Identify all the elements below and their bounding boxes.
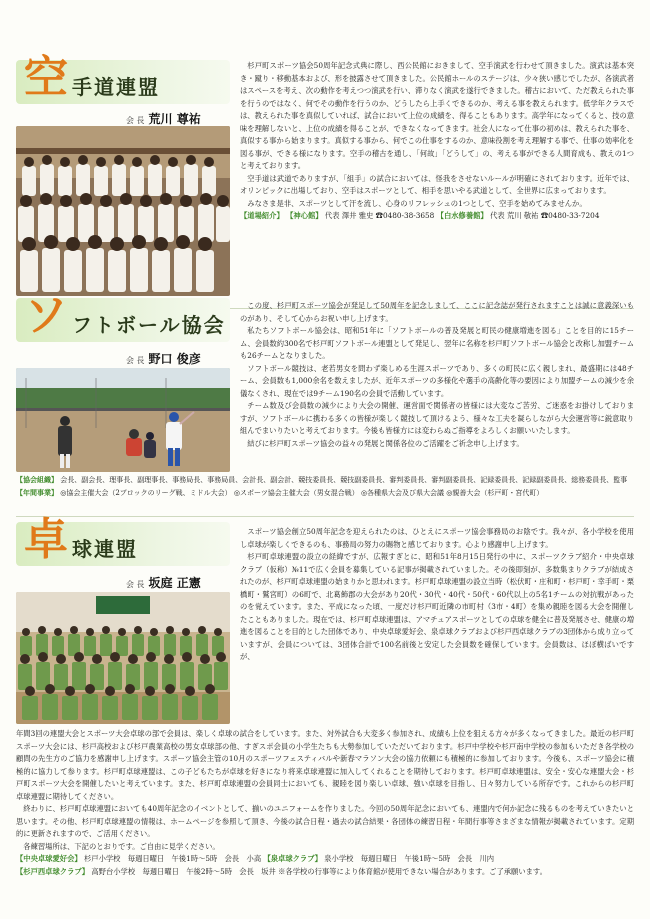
tabletennis-body-full bbox=[16, 728, 634, 908]
club3-name: 【杉戸西卓球クラブ】 bbox=[16, 866, 90, 876]
karate-paragraph: 杉戸町スポーツ協会50周年記念式典に際し、西公民館におきまして、空手演武を行わせて頂きました。演武は基本突き・蹴り・移動基本および、形を披露させて頂きました。公民館ホールのステージは、少々狭い感じでしたが、各演武者はスペースを考え、次の動作を考えつつ演武を行い、滞りなく演武を遂行できました。稽古において、ただ教えられた事を行うのではなく、何でその動作を行うのか、どうしたら上手くできるのか、考える事を教えられます。低学年クラスでは、教えられた事を真似していれば、試合において上位の成績を、得ることもあります。高学年になってくると、技の意味を理解しないと、上位の成績を得ることが、できなくなってきます。社会人になって仕事の初めは、教えられた事を、真似する事から始まります。真似する事から、何でこの仕事をするのか、意味役割を考え理解する事で、仕事の効率化を図る事が、できる様になります。空手の稽古を通し、「何故」「どうして」の、考える事ができる人間育成も、教えの1つと考えております。 bbox=[240, 61, 634, 170]
club2-name: 【泉卓球クラブ】 bbox=[263, 854, 322, 863]
tabletennis-paragraph: 各練習場所は、下記のとおりです。ご自由に見学ください。 bbox=[23, 841, 220, 851]
tabletennis-title-rest: 球連盟 bbox=[72, 537, 138, 561]
org-text: 会長、副会長、理事長、副理事長、事務局長、事務局員、会計長、副会計、競技委員長、競技副委員長、審判委員長、審判副委員長、記録委員長、記録副委員長、総務委員長、監事 bbox=[60, 476, 628, 484]
dojo1-tel: ☎0480-38-3658 bbox=[375, 211, 435, 220]
karate-title-band bbox=[16, 52, 230, 104]
tabletennis-paragraph: 年間3回の連盟大会とスポーツ大会卓球の部で会員は、楽しく卓球の試合をしています。また、対外試合も大変多く参加され、成績も上位を狙える方々が多くなってきました。最近の杉戸町スポーツ大会には、杉戸高校および杉戸農業高校の男女卓球部の他、すぎスポ会員の小学生たちも大勢参加していただいております。杉戸中学校や杉戸南中学校の参加もいただき各学校の顧問の先生方のご協力を感謝申し上げます。スポーツ協会主管の10月のスポーツフェスティバルや新春マラソン大会の協力依頼にも積極的に参加しております。今後も、スポーツ協会に積極的に協力して参ります。杉戸町卓球連盟は、この子どもたちが卓球を好きになり将来卓球連盟に加入してくれることを期待しております。杉戸町卓球連盟は、安全・安心な連盟大会・杉戸町スポーツ大会を開催したいと考えています。また、杉戸町卓球連盟の会員同士においても、親睦を図り楽しい卓球、強い卓球を目指し、日々努力している所存です。これからの杉戸町卓球連盟に期待してください。 bbox=[16, 729, 634, 801]
president-name: 野口 俊彦 bbox=[148, 352, 201, 366]
tabletennis-title-big: 卓 bbox=[24, 514, 68, 565]
dojo-label: 【道場紹介】 bbox=[240, 211, 284, 220]
softball-paragraph: ソフトボール競技は、老若男女を問わず楽しめる生涯スポーツであり、多くの町民に広く親しまれ、最盛期には48チーム、会員数も1,000余名を数えましたが、近年スポーツの多様化や選手の高齢化等の要因により加盟チームの減少を余儀なくされ、現在では9チーム190名の会員で活動しています。 bbox=[240, 363, 634, 398]
president-role: 会 長 bbox=[126, 356, 145, 365]
event-item: ◎スポーツ協会主催大会（男女混合戦） bbox=[233, 488, 359, 497]
karate-paragraph: 空手道は武道でありますが、「組手」の試合においては、怪我をさせないルールが明確にされております。近年では、オリンピックに出場しており、空手はスポーツとして、相手を思いやる武道として、全世界に広まっております。 bbox=[240, 173, 634, 195]
softball-president bbox=[126, 350, 201, 367]
karate-paragraph: みなさま是非、スポーツとして汗を流し、心身のリフレッシュの1つとして、空手を始めてみませんか。 bbox=[247, 198, 587, 208]
club3-info: 高野台小学校 毎週日曜日 午後2時～5時 会長 坂井 bbox=[91, 866, 276, 876]
karate-header bbox=[16, 52, 230, 126]
karate-president bbox=[126, 110, 201, 127]
events-line bbox=[16, 487, 634, 500]
tabletennis-paragraph: 終わりに、杉戸町卓球連盟においても40周年記念のイベントとして、揃いのユニフォームを作りました。今回の50周年記念においても、連盟内で何か記念に残るものを考えていきたいと思います。その他、杉戸町卓球連盟の情報は、ホームページを参照して頂き、今後の試合日程・過去の試合結果・各団体の練習日程・年間行事等さまざまな情報が掲載されています。定期的に更新されますので、ご活用ください。 bbox=[16, 804, 634, 838]
tabletennis-title-band bbox=[16, 514, 230, 566]
softball-header bbox=[16, 290, 230, 366]
tabletennis-paragraph: 杉戸町卓球連盟の設立の経緯ですが、広報すぎとに、昭和51年8月15日発行の中に、スポーツクラブ紹介・中央卓球クラブ（仮称）№11で広く会員を募集している記事が掲載されていました。その後即刻が、多数集まりクラブが結成されたのが、杉戸町卓球連盟の始まりかと思われます。杉戸町卓球連盟の設立当時（松伏町・庄和町・杉戸町・幸手町・栗橋町・鷲宮町）の6町で、北葛飾郡の大会があり20代・30代・40代・50代・60代以上の5名1チームの対抗戦があったのを覚えています。また、平成になった頃、一度だけ杉戸町近隣の市町村（3市・4町）を集め親睦を図る大会を開催したこともありました。現在では、杉戸町卓球連盟は、アマチュアスポーツとしての卓球を健全に普及発展させ、健康の増進を図ることを目的とした団体であり、中央卓球愛好会、泉卓球クラブおよび杉戸西卓球クラブの3団体から成り立っていますが、会員については、3団体合計で100名前後と安定した会員数を確保しています。会員数は、ほぼ横ばいですが、 bbox=[240, 552, 634, 661]
president-name: 荒川 尊祐 bbox=[148, 112, 201, 126]
club3-note: ※各学校の行事等により体育館が使用できない場合があります。ご了承願います。 bbox=[278, 866, 547, 876]
dojo1-name: 【神心館】 bbox=[286, 211, 323, 220]
softball-paragraph: 私たちソフトボール協会は、昭和51年に「ソフトボールの普及発展と町民の健康増進を図る」ことを目的に15チーム、会員数約300名で杉戸町ソフトボール連盟として発足し、翌年に名称を杉戸町ソフトボール協会と改称し加盟チームも26チームとなりました。 bbox=[240, 326, 634, 360]
karate-body bbox=[240, 60, 634, 302]
dojo2-tel: ☎0480-33-7204 bbox=[540, 211, 600, 220]
dojo2-rep: 代表 荒川 敬祐 bbox=[490, 211, 539, 220]
softball-game-photo bbox=[16, 368, 230, 472]
tabletennis-president bbox=[126, 574, 201, 591]
karate-section bbox=[16, 52, 634, 292]
softball-org bbox=[16, 474, 634, 510]
dojo1-rep: 代表 澤井 雅史 bbox=[324, 211, 374, 220]
softball-body bbox=[240, 300, 634, 450]
dojo2-name: 【白水修養館】 bbox=[436, 211, 488, 220]
softball-paragraph: この度、杉戸町スポーツ協会が発足して50周年を記念しまして、ここに記念誌が発行されますことは誠に意義深いものがあり、そして心からお祝い申し上げます。 bbox=[240, 301, 634, 323]
section-divider bbox=[16, 516, 634, 517]
tabletennis-body bbox=[240, 526, 634, 726]
org-line bbox=[16, 474, 634, 487]
softball-paragraph: チーム数及び会員数の減少により大会の開催、運営面で関係者の皆様には大変なご苦労、ご迷惑をお掛けしておりますが、ソフトボールに携わる多くの皆様が楽しく競技して頂けるよう、様々な工夫を凝らしながら大会運営等に鋭意取り組んでまいりたいと考えております。今後も皆様方には変わらぬご指導をよろしくお願いいたします。 bbox=[240, 401, 634, 435]
event-item: ◎親善大会（杉戸町・宮代町） bbox=[446, 488, 544, 497]
event-item: ◎各種県大会及び県大会議 bbox=[360, 488, 445, 497]
org-label: 【協会組織】 bbox=[16, 475, 58, 484]
tabletennis-paragraph: スポーツ協会創立50周年記念を迎えられたのは、ひとえにスポーツ協会事務局のお陰です。我々が、各小学校を使用し卓球が楽しくできるのも、事務局の努力の賜物と感じております。心より感謝申し上げます。 bbox=[240, 527, 634, 549]
tabletennis-group-photo bbox=[16, 592, 230, 724]
club2-info: 泉小学校 毎週日曜日 午後1時～5時 会長 川内 bbox=[324, 854, 495, 863]
tabletennis-section bbox=[16, 514, 634, 902]
president-role: 会 長 bbox=[126, 116, 145, 125]
softball-paragraph: 結びに杉戸町スポーツ協会の益々の発展と関係各位のご活躍をご祈念申し上げます。 bbox=[247, 438, 524, 448]
softball-section bbox=[16, 290, 634, 518]
tabletennis-header bbox=[16, 514, 230, 590]
softball-title-big: ソ bbox=[24, 290, 68, 341]
club1-info: 杉戸小学校 毎週日曜日 午後1時～5時 会長 小高 bbox=[84, 854, 262, 863]
club-line bbox=[16, 866, 634, 879]
event-item: ◎協会主催大会（2ブロックのリーグ戦、ミドル大会） bbox=[60, 488, 232, 497]
karate-title-rest: 手道連盟 bbox=[72, 75, 160, 99]
softball-title-band bbox=[16, 290, 230, 342]
club1-name: 【中央卓球愛好会】 bbox=[16, 854, 82, 863]
softball-title-rest: フトボール協会 bbox=[72, 313, 226, 337]
dojo-info bbox=[240, 210, 634, 223]
events-label: 【年間事業】 bbox=[16, 487, 58, 497]
karate-group-photo bbox=[16, 126, 230, 296]
club-line bbox=[16, 853, 634, 866]
president-role: 会 長 bbox=[126, 580, 145, 589]
president-name: 坂庭 正憲 bbox=[148, 576, 201, 590]
karate-title-big: 空 bbox=[24, 52, 68, 103]
